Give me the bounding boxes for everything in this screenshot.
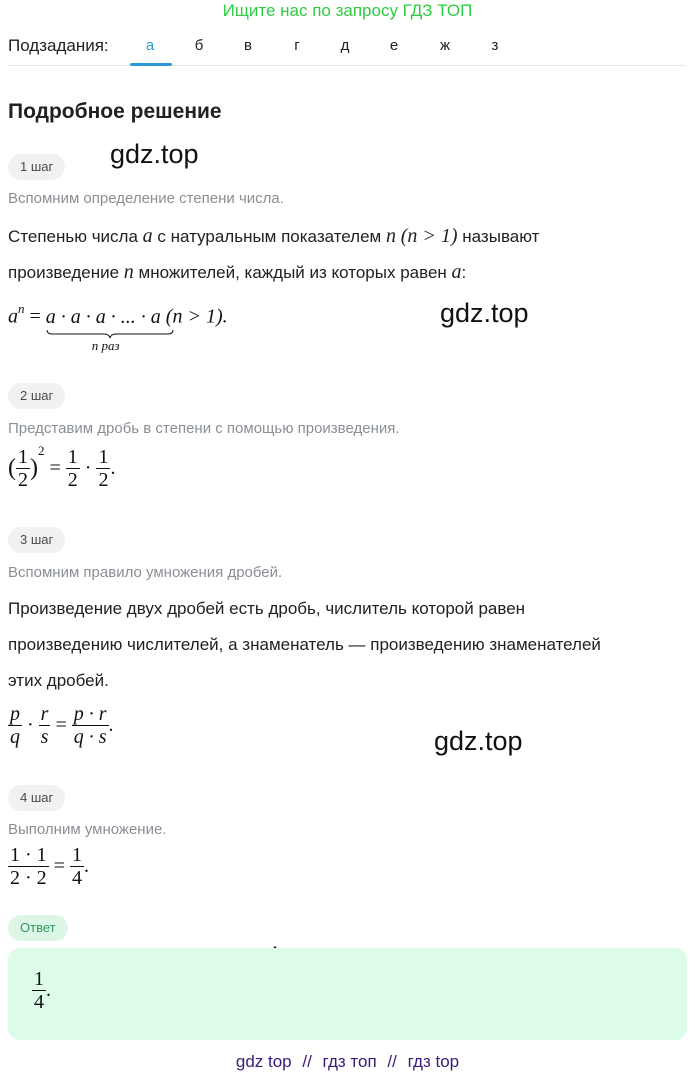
step-hint: Вспомним определение степени числа. [8,190,284,207]
watermark: gdz.top [440,298,529,328]
tab-v[interactable]: в [244,37,252,54]
step-text: Произведение двух дробей есть дробь, числитель которой равен [8,599,526,618]
formula-power-definition: $a^n = a \cdot a \cdot a$ · ... · a n раз (n > 1). [8,301,228,353]
formula-multiplication: $\frac{1 \cdot 1}{2 \cdot 2}$ = $\frac{1}{4}$ . [10,844,89,889]
step-badge: 2 шаг [8,383,65,409]
step-text: Степенью числа a с натуральным показателем n (n > 1) называют [8,225,540,247]
footer-link[interactable]: gdz top [235,1052,292,1071]
step-badge: 3 шаг [8,527,65,553]
search-banner[interactable]: Ищите нас по запросу ГДЗ ТОП [222,1,473,20]
underbrace-label: n раз [91,337,120,353]
watermark: gdz.top [110,139,199,169]
step-badge: 1 шаг [8,154,65,180]
formula-fraction-product: $\frac{p}{q}$ · $\frac{r}{s}$ = $\frac{p \cdot r}{q \cdot s}$ . [10,703,114,748]
watermark: gdz.top [434,726,523,756]
answer-box [8,948,687,1040]
step-badge: 4 шаг [8,785,65,811]
active-tab-underline [130,63,172,66]
step-text: произведению числителей, а знаменатель — произведению знаменателей [8,635,601,654]
tab-a[interactable]: а [145,37,155,54]
tab-z[interactable]: з [491,37,499,54]
step-hint: Представим дробь в степени с помощью произведения. [8,420,400,437]
subtasks-nav [8,36,686,66]
tab-b[interactable]: б [194,37,204,54]
answer-value: $\frac{1}{4}$ . [34,968,51,1013]
footer-links [0,1052,695,1072]
footer-separator: // [387,1052,397,1071]
step-text: этих дробей. [8,671,109,690]
step-text: произведение n множителей, каждый из которых равен a: [8,261,467,283]
tab-g[interactable]: г [294,37,300,54]
formula-fraction-square: ( $\frac{1}{2}$ )$^2$ = $\frac{1}{2}$ · $\frac{1}{2}$ . [8,443,116,491]
tab-e[interactable]: е [389,37,399,54]
subtasks-label: Подзадания: [8,36,109,55]
step-hint: Выполним умножение. [8,821,167,838]
step-hint: Вспомним правило умножения дробей. [8,564,283,581]
footer-link[interactable]: гдз top [407,1052,460,1071]
tab-zh[interactable]: ж [439,37,451,54]
tab-d[interactable]: д [340,37,350,54]
footer-separator: // [302,1052,312,1071]
answer-badge: Ответ [8,915,68,941]
page-title: Подробное решение [8,100,222,123]
footer-link[interactable]: гдз топ [322,1052,377,1071]
